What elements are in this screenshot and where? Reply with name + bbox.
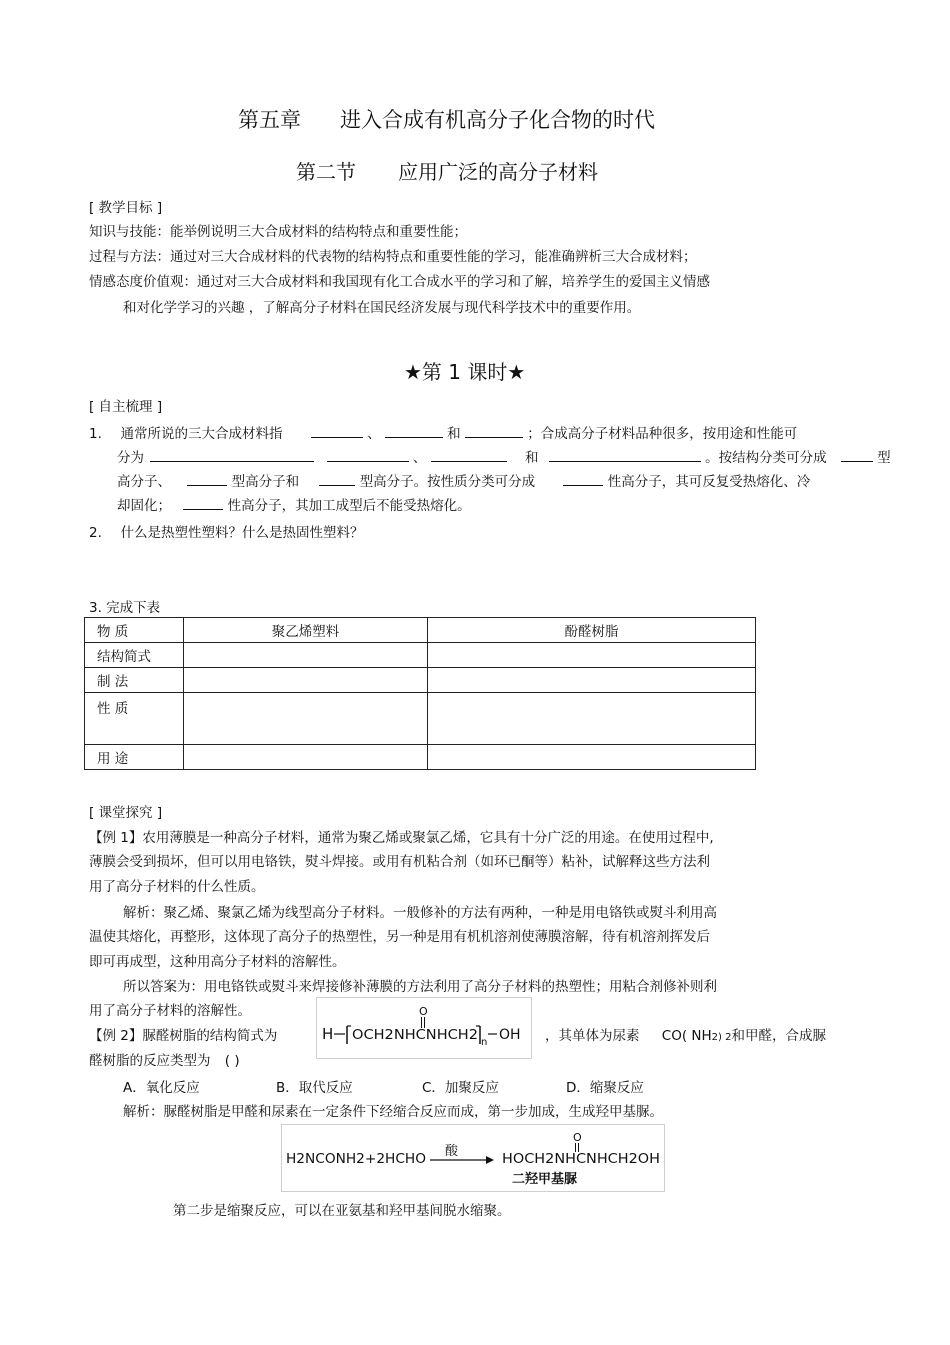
option-d[interactable]: D．缩聚反应	[566, 1080, 644, 1096]
answer1-line3: 即可再成型，这种用高分子材料的溶解性。	[89, 954, 346, 970]
q1-text-o: 性高分子，其加工成型后不能受热熔化。	[227, 498, 471, 514]
blank-12[interactable]	[183, 495, 223, 510]
table-row-label-properties: 性 质	[85, 693, 184, 745]
formula-h: H	[322, 1025, 334, 1043]
table-row-label-preparation: 制 法	[85, 668, 184, 693]
q1-text-g: 和	[524, 450, 539, 466]
option-b[interactable]: B．取代反应	[276, 1080, 353, 1096]
blank-1[interactable]	[311, 423, 363, 438]
q1-number: 1.	[89, 426, 102, 442]
example1-line1: 【例 1】农用薄膜是一种高分子材料，通常为聚乙烯或聚氯乙烯，它具有十分广泛的用途。在使用过程中,	[89, 830, 714, 846]
objective-process: 过程与方法：通过对三大合成材料的代表物的结构特点和重要性能的学习，能准确辨析三大合成材料；	[89, 249, 697, 265]
reaction-reactants: H2NCONH2+2HCHO	[286, 1152, 426, 1167]
urea-formula: CO( NH	[661, 1028, 712, 1044]
reaction-equation-image	[281, 1124, 665, 1192]
objectives-label: [ 教学目标 ]	[89, 200, 163, 216]
inquiry-label: [ 课堂探究 ]	[89, 805, 163, 821]
example1-line2: 薄膜会受到损坏，但可以用电铬铁，熨斗焊接。或用有机粘合剂（如环已酮等）粘补，试解释这些方法利	[89, 854, 710, 870]
answer1-line5: 用了高分子材料的溶解性。	[89, 1003, 251, 1019]
example2-text-e: 和甲醛，合成脲	[731, 1028, 826, 1044]
answer2-line1: 解析：脲醛树脂是甲醛和尿素在一定条件下经缩合反应而成，第一步加成，生成羟甲基脲。	[123, 1104, 663, 1120]
q1-text-f: 、	[412, 450, 427, 466]
table-header-phenolic: 酚醛树脂	[428, 618, 756, 643]
example2-text-a: 【例 2】脲醛树脂的结构简式为	[89, 1028, 278, 1044]
q2-number: 2.	[89, 525, 102, 541]
q1-text-m: 性高分子，其可反复受热熔化、冷	[607, 474, 811, 490]
blank-6[interactable]	[431, 447, 507, 462]
q1-text-i: 型	[877, 450, 891, 466]
blank-8[interactable]	[841, 447, 873, 462]
section-title: 应用广泛的高分子材料	[398, 160, 598, 184]
q1-text-b: 、	[367, 426, 381, 442]
blank-3[interactable]	[465, 423, 523, 438]
table-cell[interactable]	[184, 745, 428, 770]
example1-line3: 用了高分子材料的什么性质。	[89, 879, 265, 895]
blank-7[interactable]	[549, 447, 701, 462]
urea-resin-structure-image	[316, 997, 532, 1059]
q1-text-n: 却固化；	[117, 498, 171, 514]
example2-line2	[89, 1049, 240, 1069]
q1-text-e: 分为	[117, 450, 144, 466]
q1-text-c: 和	[447, 426, 461, 442]
answer1-line2: 温使其熔化，再整形，这体现了高分子的热塑性，另一种是用有机机溶剂使薄膜溶解，待有机溶剂挥发后	[89, 929, 710, 945]
table-cell[interactable]	[184, 643, 428, 668]
blank-9[interactable]	[187, 471, 227, 486]
section-number: 第二节	[296, 160, 356, 184]
q1-line1	[89, 422, 797, 442]
blank-5[interactable]	[327, 447, 409, 462]
q1-text-l: 型高分子。按性质分类可分成	[359, 474, 536, 490]
example2-line1-rest	[545, 1024, 826, 1044]
self-review-label: [ 自主梳理 ]	[89, 399, 163, 415]
q1-line3	[117, 470, 810, 490]
q2-text: 什么是热塑性塑料？什么是热固性塑料？	[120, 525, 364, 541]
table-cell[interactable]	[184, 693, 428, 745]
q1-text-j: 高分子、	[117, 474, 171, 490]
answer-paren[interactable]: ( )	[224, 1053, 240, 1069]
reaction-equation	[282, 1125, 664, 1191]
formula-carbonyl-o: O	[419, 1005, 428, 1018]
option-a[interactable]: A．氧化反应	[123, 1080, 200, 1096]
q1-text-a: 通常所说的三大合成材料指	[120, 426, 283, 442]
objective-knowledge: 知识与技能：能举例说明三大合成材料的结构特点和重要性能；	[89, 224, 467, 240]
q1-text-h: 。按结构分类可分成	[705, 450, 827, 466]
product-name: 二羟甲基脲	[512, 1172, 578, 1187]
objective-attitude-cont: 和对化学学习的兴趣 ，了解高分子材料在国民经济发展与现代科学技术中的重要作用。	[123, 300, 641, 316]
table-cell[interactable]	[428, 668, 756, 693]
comparison-table	[84, 617, 756, 770]
chapter-number: 第五章	[238, 108, 301, 132]
q1-line2	[117, 446, 891, 466]
reaction-acid-catalyst: 酸	[445, 1144, 459, 1159]
table-header-pe: 聚乙烯塑料	[184, 618, 428, 643]
table-cell[interactable]	[428, 693, 756, 745]
lesson-title: ★第 1 课时★	[404, 360, 526, 384]
table-header-substance: 物 质	[85, 618, 184, 643]
blank-2[interactable]	[385, 423, 443, 438]
q3-text: 3. 完成下表	[89, 600, 161, 616]
urea-resin-structure	[317, 998, 531, 1058]
reaction-product: HOCH2NHCNHCH2OH	[502, 1152, 660, 1167]
chapter-title: 进入合成有机高分子化合物的时代	[340, 108, 655, 132]
blank-4[interactable]	[150, 447, 314, 462]
table-cell[interactable]	[184, 668, 428, 693]
q1-line4	[117, 494, 471, 514]
blank-10[interactable]	[319, 471, 355, 486]
formula-oh: OH	[499, 1027, 521, 1043]
q1-text-d: ；合成高分子材料品种很多，按用途和性能可	[527, 426, 798, 442]
table-row-label-formula: 结构简式	[85, 643, 184, 668]
formula-repeat-unit: OCH2NHCNHCH2	[352, 1028, 478, 1043]
answer1-line4: 所以答案为：用电铬铁或熨斗来焊接修补薄膜的方法利用了高分子材料的热塑性；用粘合剂修补则利	[123, 979, 717, 995]
table-row-label-uses: 用 途	[85, 745, 184, 770]
table-cell[interactable]	[428, 643, 756, 668]
q1-text-k: 型高分子和	[231, 474, 300, 490]
example2-text-l2: 醛树脂的反应类型为	[89, 1053, 211, 1069]
example2-text-b: ，其单体为尿素	[545, 1028, 640, 1044]
q2-line	[89, 521, 363, 541]
table-cell[interactable]	[428, 745, 756, 770]
objective-attitude: 情感态度价值观：通过对三大合成材料和我国现有化工合成水平的学习和了解，培养学生的爱国主义情感	[89, 274, 710, 290]
formula-n: n	[481, 1037, 488, 1048]
blank-11[interactable]	[563, 471, 603, 486]
urea-formula-sub: 2) 2	[711, 1032, 732, 1043]
answer2-line2: 第二步是缩聚反应，可以在亚氨基和羟甲基间脱水缩聚。	[173, 1203, 511, 1219]
answer1-line1: 解析：聚乙烯、聚氯乙烯为线型高分子材料。一般修补的方法有两种，一种是用电铬铁或熨斗利用高	[123, 905, 717, 921]
product-carbonyl-o: O	[573, 1131, 582, 1144]
option-c[interactable]: C．加聚反应	[422, 1080, 499, 1096]
